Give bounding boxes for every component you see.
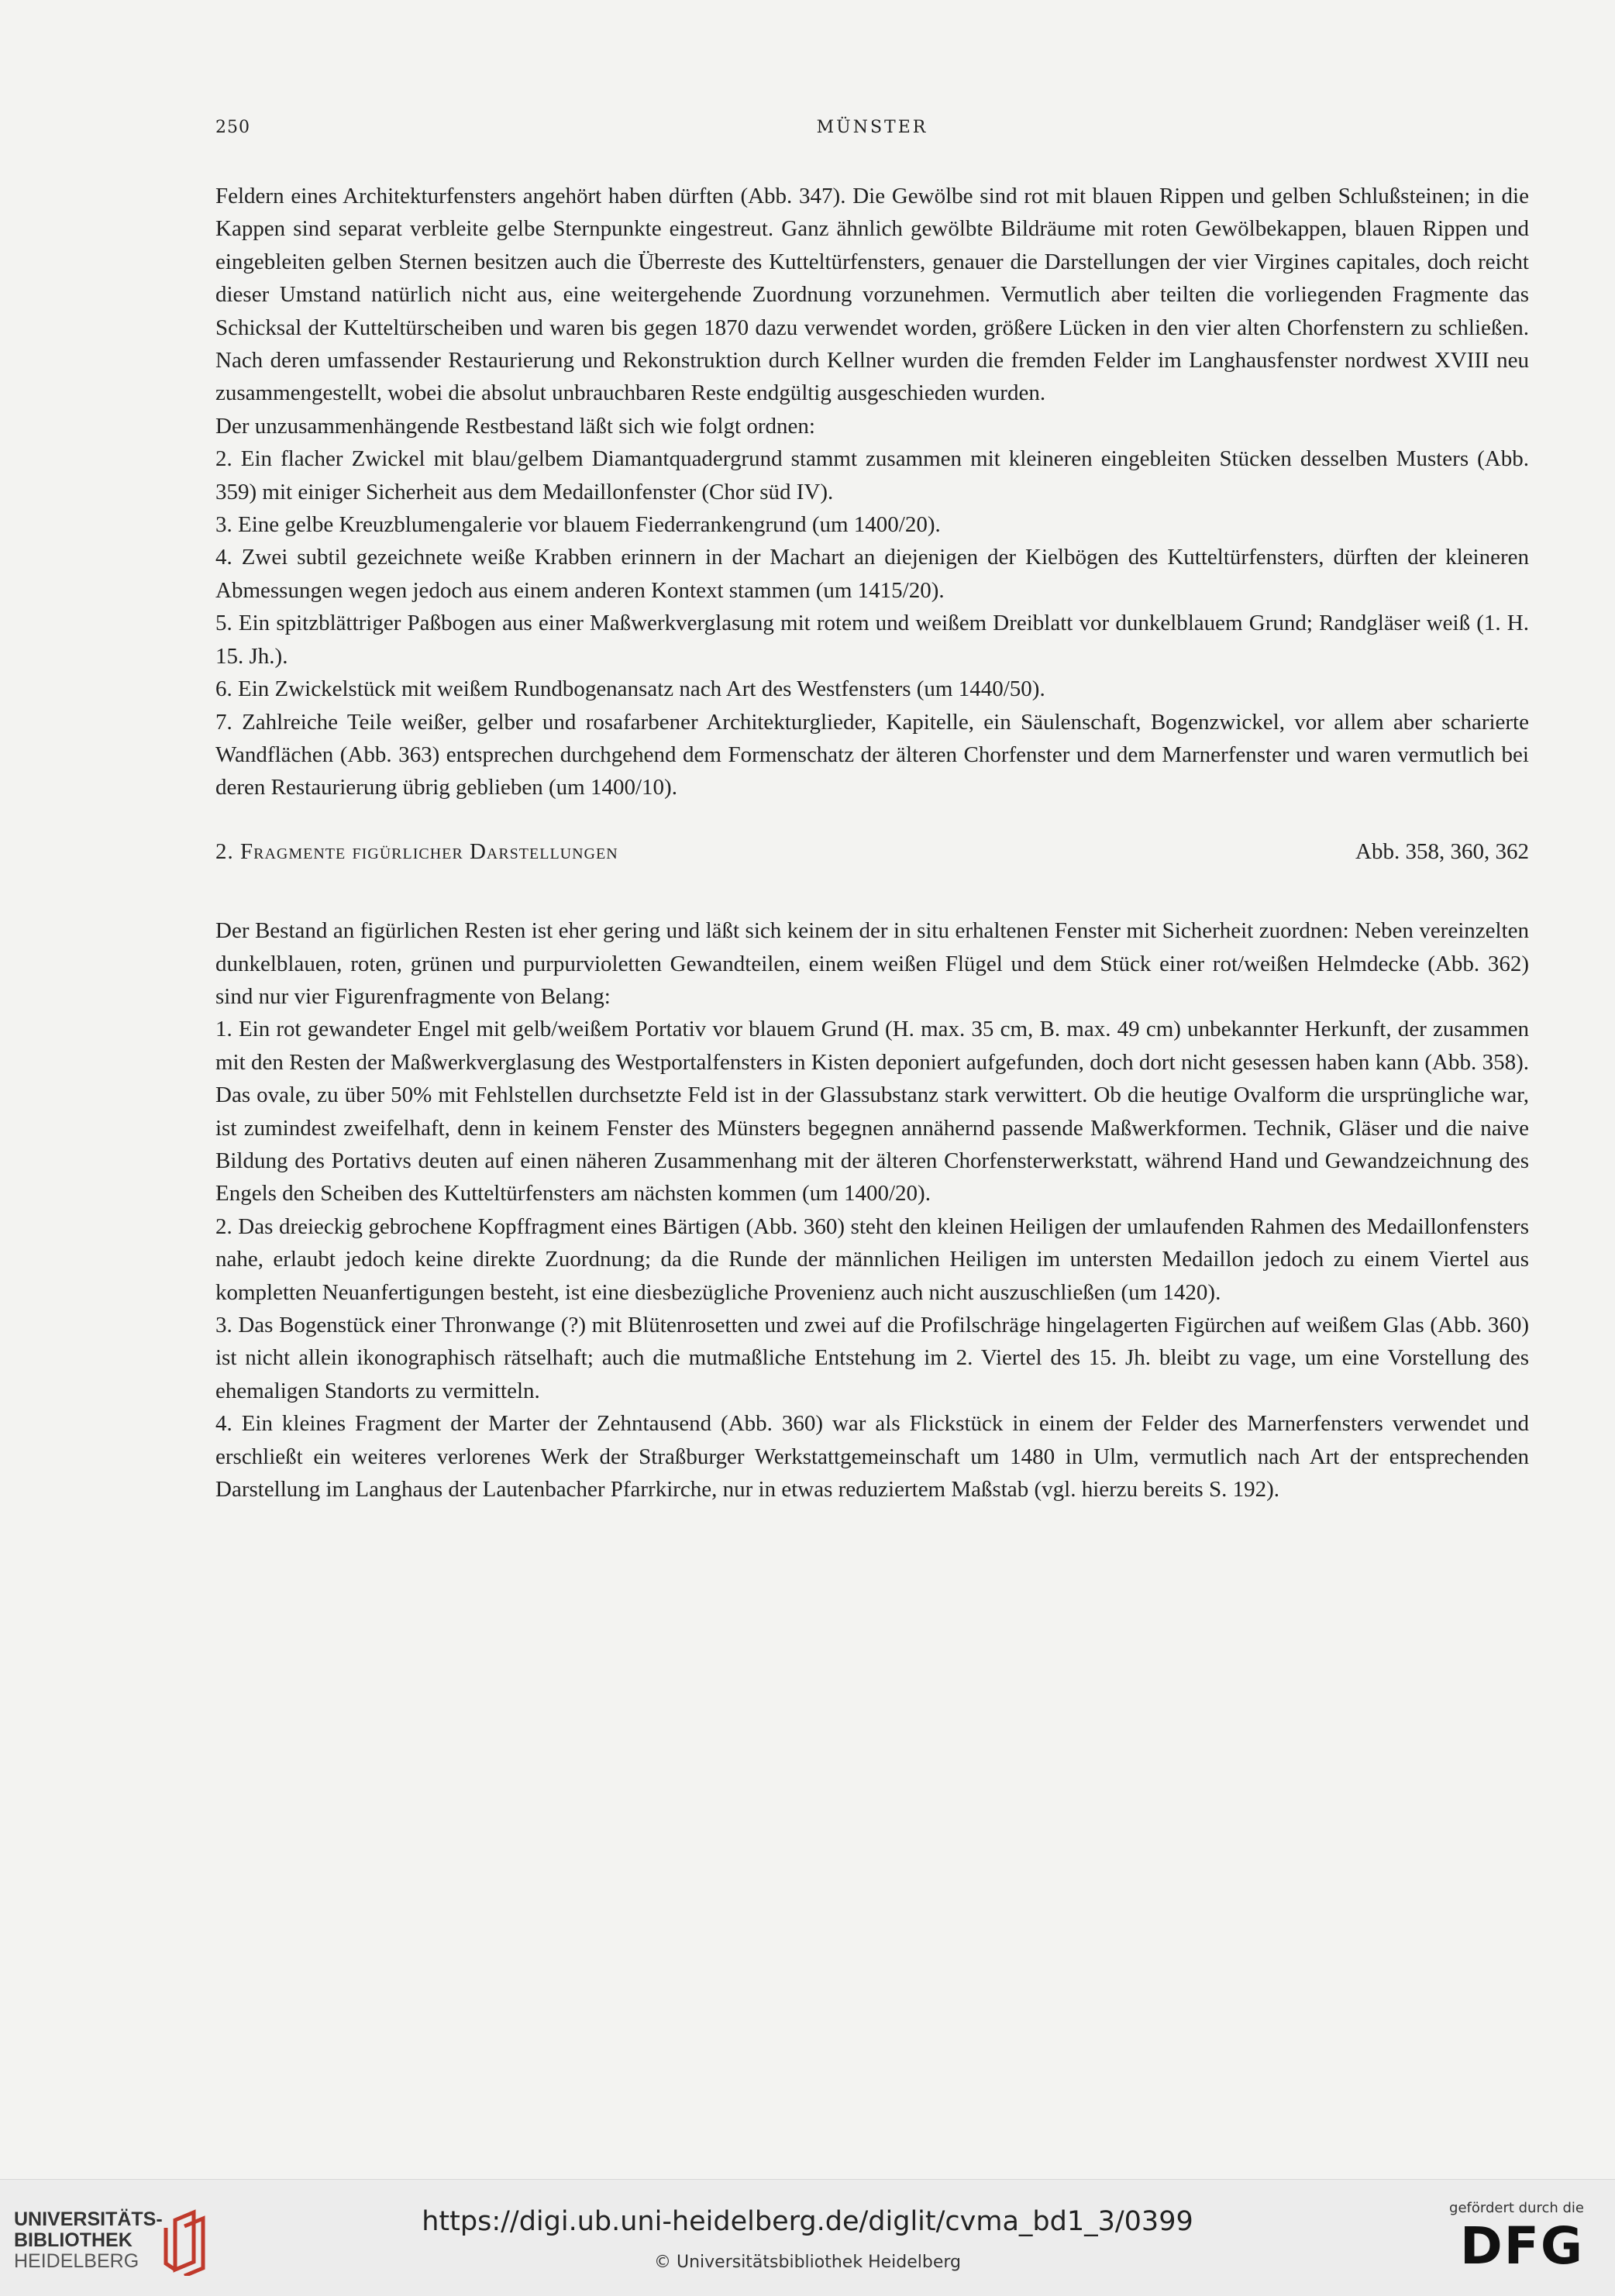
viewer-footer (0, 2179, 1615, 2296)
dfg-funding[interactable] (1429, 2200, 1584, 2285)
section-figure-refs: Abb. 358, 360, 362 (1355, 838, 1529, 864)
section-title: 2. Fragmente figürlicher Darstellungen (215, 838, 618, 864)
list-item: 4. Zwei subtil gezeichnete weiße Krabben erinnern in der Machart an diejenigen der Kielbögen des Kutteltürfensters, dürften der kleineren Abmessungen wegen jedoch aus einem anderen Kontext stammen (um 1415/20). (215, 545, 1529, 603)
paragraph: Feldern eines Architekturfensters angehört haben dürften (Abb. 347). Die Gewölbe sind rot mit blauen Rippen und gelben Schlußsteinen; in die Kappen sind separat verbleite gelbe Sternpunkte eingestreut. Ganz ähnlich gewölbte Bildräume mit roten Gewölbekappen, blauen Rippen und eingebleiten gelben Sternen besitzen auch die Überreste des Kutteltürfensters, genauer die Darstellungen der vier Virgines capitales, doch reicht dieser Umstand natürlich nicht aus, eine weitergehende Zuordnung vorzunehmen. Vermutlich aber teilten die vorliegenden Fragmente das Schicksal der Kutteltürscheiben und waren bis gegen 1870 dazu verwendet worden, größere Lücken in den vier alten Chorfenstern zu schließen. Nach deren umfassender Restaurierung und Rekonstruktion durch Kellner wurden die fremden Felder im Langhausfenster nordwest XVIII neu zusammengestellt, wobei die absolut unbrauchbaren Reste endgültig ausgeschieden wurden. (215, 184, 1529, 406)
copyright-notice: © Universitätsbibliothek Heidelberg (653, 2253, 961, 2272)
library-name-line2: BIBLIOTHEK (14, 2229, 133, 2251)
body-text (215, 180, 1529, 1506)
library-name-line1: UNIVERSITÄTS- (14, 2208, 163, 2230)
list-item: 3. Eine gelbe Kreuzblumengalerie vor blauem Fiederrankengrund (um 1400/20). (215, 512, 941, 538)
running-head (215, 118, 1529, 144)
funding-label: gefördert durch die (1449, 2200, 1584, 2216)
paragraph: Der Bestand an figürlichen Resten ist eher gering und läßt sich keinem der in situ erhaltenen Fenster mit Sicherheit zuordnen: Neben vereinzelten dunkelblauen, roten, grünen und purpurvioletten Gewandteilen, einem weißen Flügel und dem Stück einer rot/weißen Helmdecke (Abb. 362) sind nur vier Figurenfragmente von Belang: (215, 918, 1529, 1009)
permalink-url[interactable]: https://digi.ub.uni-heidelberg.de/diglit/cvma_bd1_3/0399 (422, 2206, 1193, 2237)
list-item: 2. Ein flacher Zwickel mit blau/gelbem Diamantquadergrund stammt zusammen mit kleineren eingebleiten Stücken desselben Musters (Abb. 359) mit einiger Sicherheit aus dem Medaillonfenster (Chor süd IV). (215, 446, 1529, 504)
section-heading (215, 835, 1529, 868)
list-item: 7. Zahlreiche Teile weißer, gelber und rosafarbener Architekturglieder, Kapitelle, ein Säulenschaft, Bogenzwickel, vor allem aber scharierte Wandflächen (Abb. 363) entsprechen durchgehend dem Formenschatz der älteren Chorfenster und dem Marnerfenster und waren vermutlich bei deren Restaurierung übrig geblieben (um 1400/10). (215, 709, 1529, 800)
page-number: 250 (215, 118, 250, 137)
paragraph: Der unzusammenhängende Restbestand läßt sich wie folgt ordnen: (215, 413, 815, 439)
dfg-logo: DFG (1459, 2216, 1584, 2276)
list-item: 4. Ein kleines Fragment der Marter der Zehntausend (Abb. 360) war als Flickstück in einem der Felder des Marnerfensters verwendet und erschließt ein weiteres verlorenes Werk der Straßburger Werkstattgemeinschaft um 1480 in Ulm, vermutlich nach Art der entsprechenden Darstellung im Langhaus der Lautenbacher Pfarrkirche, nur in etwas reduziertem Maßstab (vgl. hierzu bereits S. 192). (215, 1411, 1529, 1503)
list-item: 1. Ein rot gewandeter Engel mit gelb/weißem Portativ vor blauem Grund (H. max. 35 cm, B. max. 49 cm) unbekannter Herkunft, der zusammen mit den Resten der Maßwerkverglasung des Westportalfensters in Kisten deponiert aufgefunden, doch dort nicht gesessen haben kann (Abb. 358). Das ovale, zu über 50% mit Fehlstellen durchsetzte Feld ist in der Glassubstanz stark verwittert. Ob die heutige Ovalform die ursprüngliche war, ist zumindest zweifelhaft, denn in keinem Fenster des Münsters begegnen annähernd passende Maßwerkformen. Technik, Gläser und die naive Bildung des Portativs deuten auf einen näheren Zusammenhang mit der älteren Chorfensterwerkstatt, während Hand und Gewandzeichnung des Engels den Scheiben des Kutteltürfensters am nächsten kommen (um 1400/20). (215, 1017, 1529, 1207)
list-item: 6. Ein Zwickelstück mit weißem Rundbogenansatz nach Art des Westfensters (um 1440/50). (215, 676, 1045, 702)
library-name-line3: HEIDELBERG (14, 2250, 139, 2272)
list-item: 3. Das Bogenstück einer Thronwange (?) mit Blütenrosetten und zwei auf die Profilschräge hingelagerten Figürchen auf weißem Glas (Abb. 360) ist nicht allein ikonographisch rätselhaft; auch die mutmaßliche Entstehung im 2. Viertel des 15. Jh. bleibt zu vage, um eine Vorstellung des ehemaligen Standorts zu vermitteln. (215, 1313, 1529, 1403)
list-item: 5. Ein spitzblättriger Paßbogen aus einer Maßwerkverglasung mit rotem und weißem Dreiblatt vor dunkelblauem Grund; Randgläser weiß (1. H. 15. Jh.). (215, 611, 1529, 669)
running-title: MÜNSTER (816, 118, 928, 137)
list-item: 2. Das dreieckig gebrochene Kopffragment eines Bärtigen (Abb. 360) steht den kleinen Heiligen der umlaufenden Rahmen des Medaillonfensters nahe, erlaubt jedoch keine direkte Zuordnung; da die Runde der männlichen Heiligen im untersten Medaillon jedoch zu einem Viertel aus kompletten Neuanfertigungen besteht, ist eine diesbezügliche Provenienz auch nicht auszuschließen (um 1420). (215, 1213, 1529, 1305)
